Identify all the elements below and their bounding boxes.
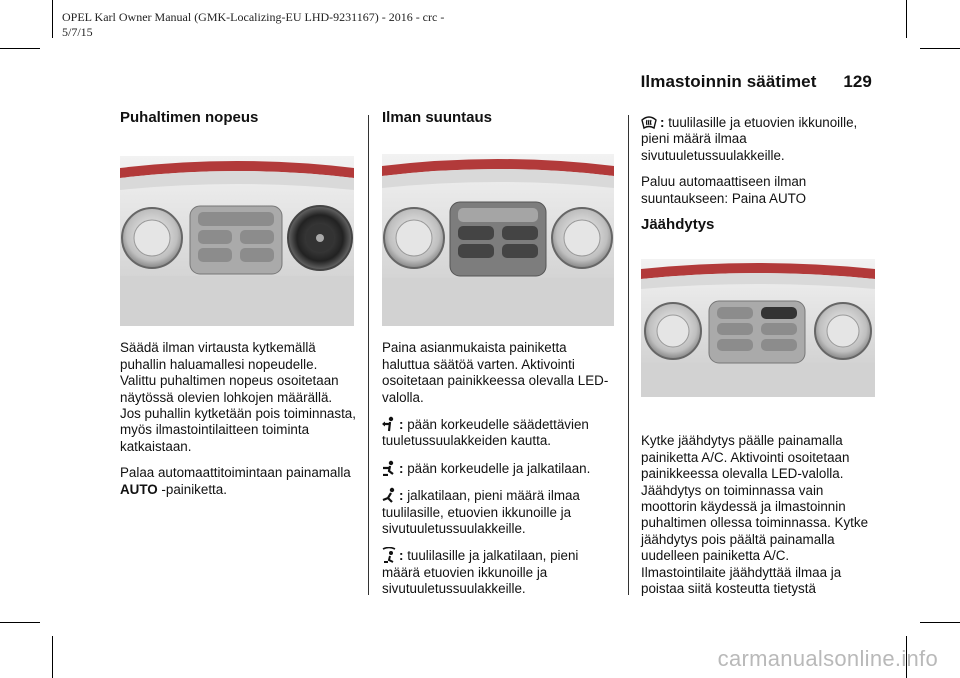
item-text: pään korkeudelle säädettävien tuuletussuulakkeiden kautta. (382, 417, 589, 449)
item-separator: : (399, 488, 404, 504)
document-meta (62, 10, 444, 40)
vent-face-floor-icon (382, 460, 396, 476)
distribution-item (382, 547, 614, 597)
vent-floor-defrost-icon (382, 547, 396, 563)
text-run: -painiketta. (157, 481, 227, 497)
column-divider (628, 115, 629, 595)
watermark: carmanualsonline.info (717, 646, 938, 671)
text-run: Palaa automaattitoimintaan painamalla (120, 465, 351, 481)
paragraph: Kytke jäähdytys päälle painamalla painiketta A/C. Aktivointi osoitetaan painikkeessa olevalla LED-valolla. Jäähdytys on toiminnassa vain moottorin käydessä ja ilmastoinnin puhaltimen ollessa toiminnassa. Kytke jäähdytys pois päältä painamalla uudelleen painiketta A/C. Ilmastointilaite jäähdyttää ilmaa ja poistaa siitä kosteutta tietystä (641, 433, 869, 597)
distribution-item (382, 416, 614, 450)
paragraph: Säädä ilman virtausta kytkemällä puhallin haluamallesi nopeudelle. Valittu puhaltimen nopeus osoitetaan näytössä olevien lohkojen määrällä. Jos puhallin kytketään pois toiminnasta, myös ilmastointilaitteen toiminta katkaistaan. (120, 340, 356, 454)
column-air-distribution (382, 110, 614, 608)
meta-line: 5/7/15 (62, 25, 93, 39)
crop-mark (920, 48, 960, 49)
distribution-item (641, 115, 877, 164)
item-separator: : (399, 548, 404, 564)
column-divider (368, 115, 369, 595)
paragraph: Paluu automaattiseen ilman suuntaukseen: Paina AUTO (641, 174, 807, 206)
auto-label: AUTO (120, 481, 158, 497)
item-text: tuulilasille ja etuovien ikkunoille, pieni määrä ilmaa sivutuuletussuulakkeille. (641, 115, 858, 163)
crop-mark (920, 622, 960, 623)
crop-mark (906, 0, 907, 38)
section-heading: Puhaltimen nopeus (120, 109, 259, 126)
meta-line: OPEL Karl Owner Manual (GMK-Localizing-EU LHD-9231167) - 2016 - crc - (62, 10, 445, 24)
running-head (641, 72, 872, 92)
windshield-defrost-icon (641, 116, 657, 130)
distribution-item (382, 487, 614, 537)
item-separator: : (660, 115, 665, 130)
crop-mark (52, 636, 53, 678)
climate-panel-photo-ac (641, 259, 875, 397)
paragraph (120, 465, 356, 498)
climate-panel-photo-fan (120, 156, 354, 326)
vent-floor-icon (382, 487, 396, 503)
section-heading: Ilman suuntaus (382, 109, 493, 126)
crop-mark (52, 0, 53, 38)
section-title: Ilmastoinnin säätimet (640, 72, 817, 91)
item-separator: : (399, 417, 404, 433)
climate-panel-photo-distribution (382, 154, 614, 326)
item-text: jalkatilaan, pieni määrä ilmaa tuulilasille, etuovien ikkunoille ja sivutuuletussuulakkeille. (382, 488, 580, 537)
item-text: tuulilasille ja jalkatilaan, pieni määrä etuovien ikkunoille ja sivutuuletussuulakkeille. (382, 548, 579, 597)
item-text: pään korkeudelle ja jalkatilaan. (403, 460, 591, 476)
column-cooling (641, 115, 877, 608)
paragraph: Paina asianmukaista painiketta haluttua säätöä varten. Aktivointi osoitetaan painikkeessa olevalla LED-valolla. (382, 340, 609, 405)
vent-face-icon (382, 416, 396, 432)
column-blower-speed (120, 110, 356, 508)
page-number: 129 (843, 72, 872, 91)
crop-mark (0, 48, 40, 49)
crop-mark (0, 622, 40, 623)
section-heading: Jäähdytys (641, 216, 715, 234)
item-separator: : (399, 460, 404, 476)
distribution-item (382, 460, 614, 477)
